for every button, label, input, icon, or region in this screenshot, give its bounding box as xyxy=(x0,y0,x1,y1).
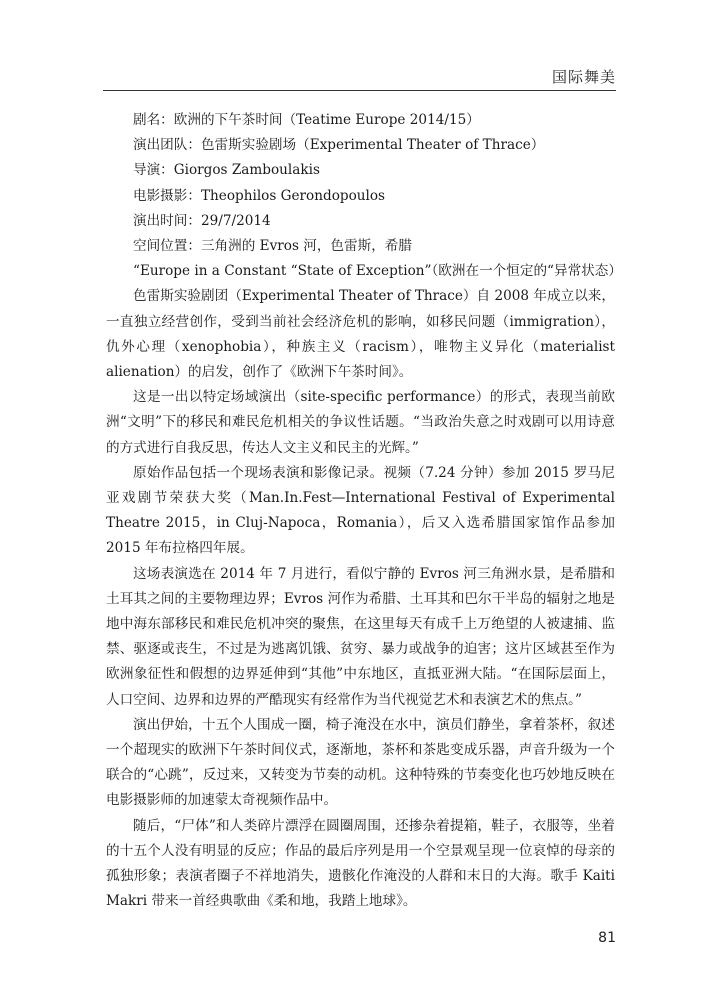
credit-cinematography: 电影摄影：Theophilos Gerondopoulos xyxy=(133,187,386,204)
section-title: 国际舞美 xyxy=(551,68,616,86)
production-credits xyxy=(106,108,622,284)
paragraph: 这是一出以特定场域演出（site-specific performance）的形式，表现当前欧洲“文明”下的移民和难民危机相关的争议性话题。“当政治失意之时戏剧可以用诗意的方式进行自我反思，传达人文主义和民主的光辉。” xyxy=(106,389,615,456)
header-rule xyxy=(103,90,616,91)
credit-date: 演出时间：29/7/2014 xyxy=(133,212,271,229)
credit-director: 导演：Giorgos Zamboulakis xyxy=(133,162,320,179)
paragraph: 原始作品包括一个现场表演和影像记录。视频（7.24 分钟）参加 2015 罗马尼亚戏剧节荣获大奖（Man.In.Fest—International Festival of Experimental Theatre 2015，in Cluj-Napoca，Romania），后又入选希腊国家馆作品参加 2015 年布拉格四年展。 xyxy=(106,464,615,557)
credit-location: 空间位置：三角洲的 Evros 河，色雷斯，希腊 xyxy=(133,238,412,255)
page-header xyxy=(0,0,722,96)
paragraph: 色雷斯实验剧团（Experimental Theater of Thrace）自 2008 年成立以来，一直独立经营创作，受到当前社会经济危机的影响，如移民问题（immigration），仇外心理（xenophobia），种族主义（racism），唯物主义异化（materialist alienation）的启发，创作了《欧洲下午茶时间》。 xyxy=(106,288,615,381)
article-body xyxy=(106,108,622,915)
page-number: 81 xyxy=(598,930,616,946)
paragraph: 随后，“尸体”和人类碎片漂浮在圆圈周围，还掺杂着提箱，鞋子，衣服等，坐着的十五个人没有明显的反应；作品的最后序列是用一个空景观呈现一位哀悼的母亲的孤独形象；表演者圈子不祥地消失，遗骸化作淹没的人群和末日的大海。歌手 Kaiti Makri 带来一首经典歌曲《柔和地，我踏上地球》。 xyxy=(106,817,615,910)
credit-company: 演出团队：色雷斯实验剧场（Experimental Theater of Thrace） xyxy=(133,137,545,154)
paragraph: 演出伊始，十五个人围成一圈，椅子淹没在水中，演员们静坐，拿着茶杯，叙述一个超现实的欧洲下午茶时间仪式，逐渐地，茶杯和茶匙变成乐器，声音升级为一个联合的“心跳”，反过来，又转变为节奏的动机。这种特殊的节奏变化也巧妙地反映在电影摄影师的加速蒙太奇视频作品中。 xyxy=(106,716,615,809)
credit-title: 剧名：欧洲的下午茶时间（Teatime Europe 2014/15） xyxy=(133,112,480,128)
paragraph: 这场表演选在 2014 年 7 月进行，看似宁静的 Evros 河三角洲水景，是希腊和土耳其之间的主要物理边界；Evros 河作为希腊、土耳其和巴尔干半岛的辐射之地是地中海东部移民和难民危机冲突的聚焦，在这里每天有成千上万绝望的人被逮捕、监禁、驱逐或丧生，不过是为逃离饥饿、贫穷、暴力或战争的迫害；这片区域甚至作为欧洲象征性和假想的边界延伸到“其他”中东地区，直抵亚洲大陆。“在国际层面上，人口空间、边界和边界的严酷现实有经常作为当代视觉艺术和表演艺术的焦点。” xyxy=(106,565,615,708)
credit-subtitle: “Europe in a Constant “State of Exception”（欧洲在一个恒定的“异常状态） xyxy=(133,263,622,280)
